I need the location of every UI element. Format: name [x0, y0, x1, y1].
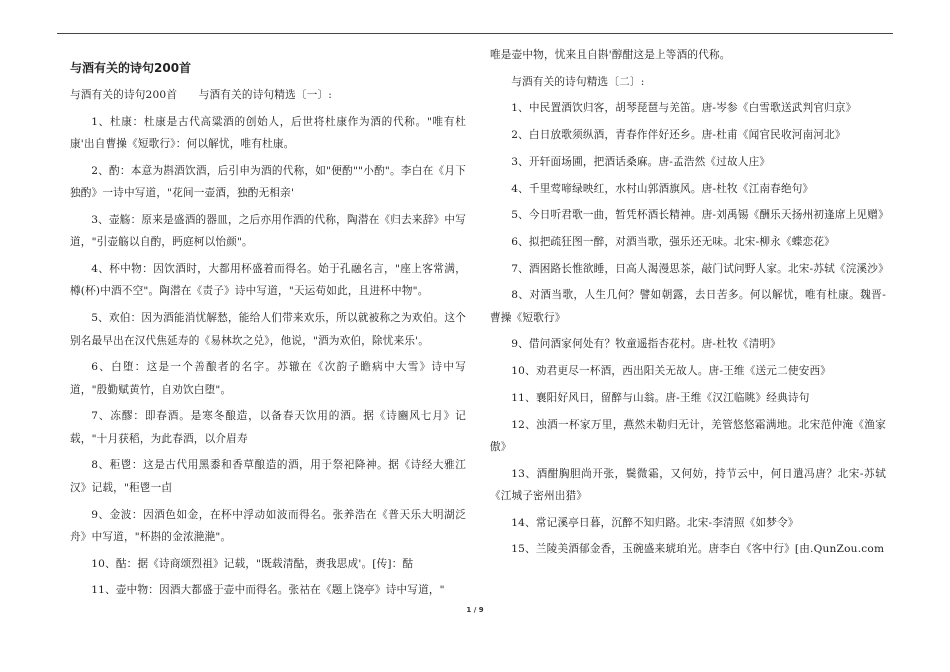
- left-column: [70, 44, 466, 606]
- right-item-3: 3、开轩面场圃，把酒话桑麻。唐-孟浩然《过故人庄》: [511, 155, 771, 168]
- left-item-8: 8、秬鬯：这是古代用黑黍和香草酿造的酒，用于祭祀降神。据《诗经大雅江汉》记载，"秬鬯一卣: [70, 459, 466, 494]
- section-subtitle: 与酒有关的诗句精选〔二〕:: [511, 75, 645, 88]
- right-item-11: 11、襄阳好风日，留醉与山翁。唐-王维《汉江临眺》经典诗句: [511, 391, 810, 404]
- page-indicator: 1 / 9: [466, 606, 484, 614]
- right-item-2: 2、白日放歌须纵酒，青春作伴好还乡。唐-杜甫《闻官民收河南河北》: [511, 129, 846, 142]
- left-item-5: 5、欢伯：因为酒能消忧解愁，能给人们带来欢乐，所以就被称之为欢伯。这个别名最早出在汉代焦延寿的《易林坎之兑》，他说，"酒为欢伯，除忧来乐'。: [70, 312, 466, 347]
- left-item-1: 1、杜康：杜康是古代高粱酒的创始人，后世将杜康作为酒的代称。"唯有杜康'出自曹操《短歌行》：何以解忧，唯有杜康。: [70, 115, 466, 151]
- right-item-15: 15、兰陵美酒郁金香，玉碗盛来琥珀光。唐李白《客中行》[由.QunZou.com: [511, 543, 885, 556]
- right-column: [490, 44, 889, 565]
- right-item-5: 5、今日听君歌一曲，暂凭杯酒长精神。唐-刘禹锡《酬乐天扬州初逢席上见赠》: [511, 209, 889, 222]
- right-item-12: 12、浊酒一杯家万里，燕然未勒归无计，羌管悠悠霜满地。北宋范仲淹《渔家傲》: [490, 418, 886, 453]
- right-item-13: 13、酒酣胸胆尚开张，鬓微霜，又何妨，持节云中，何日遣冯唐？北宋-苏轼《江城子密州出猎》: [490, 467, 886, 503]
- right-item-10: 10、劝君更尽一杯酒，西出阳关无故人。唐-王维《送元二使安西》: [511, 365, 832, 378]
- right-item-14: 14、常记溪亭日暮，沉醉不知归路。北宋-李清照《如梦令》: [511, 516, 799, 529]
- intro-paragraph: 与酒有关的诗句200首 与酒有关的诗句精选〔一〕:: [70, 89, 333, 101]
- left-item-3: 3、壶觞：原来是盛酒的器皿，之后亦用作酒的代称，陶潜在《归去来辞》中写道，"引壶觞以自酌，眄庭柯以怡颜"。: [70, 213, 466, 249]
- header-rule: [57, 33, 893, 34]
- left-item-10: 10、酤：据《诗商颂烈祖》记载，"既载清酤，赉我思成'。[传]：酤: [91, 557, 414, 570]
- right-item-1: 1、中民置酒饮归客，胡琴琵琶与羌笛。唐-岑参《白雪歌送武判官归京》: [511, 102, 857, 115]
- left-item-6: 6、白堕：这是一个善酿者的名字。苏辙在《次韵子瞻病中大雪》诗中写道，"殷勤赋黄竹，自劝饮白堕"。: [70, 361, 466, 396]
- left-item-2: 2、酌：本意为斟酒饮酒，后引申为酒的代称，如"便酌""小酌"。李白在《月下独酌》一诗中写道，"花间一壶酒，独酌无相亲': [70, 164, 466, 200]
- left-item-4: 4、杯中物：因饮酒时，大都用杯盛着而得名。始于孔融名言，"座上客常满，樽(杯)中酒不空"。陶潜在《责子》诗中写道，"天运苟如此，且进杯中物"。: [70, 263, 466, 298]
- left-item-7: 7、冻醪：即春酒。是寒冬酿造，以备春天饮用的酒。据《诗豳风七月》记载，"十月获稻，为此春酒，以介眉寿: [70, 410, 466, 445]
- right-item-8: 8、对酒当歌，人生几何？譬如朝露，去日苦多。何以解忧，唯有杜康。魏晋-曹操《短歌行》: [490, 289, 886, 324]
- left-item-11: 11、壶中物：因酒大都盛于壶中而得名。张祜在《题上饶亭》诗中写道，": [91, 584, 445, 597]
- right-item-6: 6、拟把疏狂图一醉，对酒当歌，强乐还无味。北宋-柳永《蝶恋花》: [511, 235, 835, 248]
- right-item-7: 7、酒困路长惟欲睡，日高人渴漫思茶，敲门试问野人家。北宋-苏轼《浣溪沙》: [511, 262, 889, 275]
- right-item-4: 4、千里莺啼绿映红，水村山郭酒旗风。唐-杜牧《江南春绝句》: [511, 182, 814, 195]
- left-item-9: 9、金波：因酒色如金，在杯中浮动如波而得名。张养浩在《普天乐大明湖泛舟》中写道，"杯斟的金浓滟滟"。: [70, 508, 466, 543]
- right-item-9: 9、借问酒家何处有？牧童遥指杏花村。唐-杜牧《清明》: [511, 338, 781, 351]
- document-title: 与酒有关的诗句200首: [70, 61, 192, 75]
- continuation-line: 唯是壶中物，忧来且自斟'醇酣这是上等酒的代称。: [490, 49, 731, 61]
